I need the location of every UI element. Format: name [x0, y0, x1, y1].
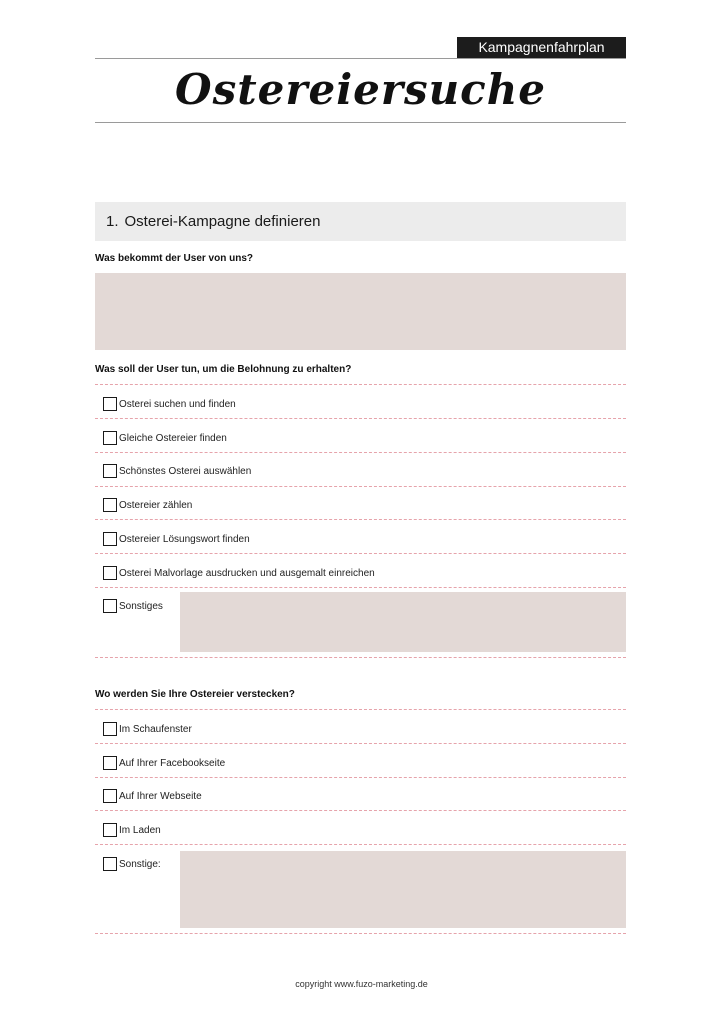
option-item[interactable]: [103, 721, 192, 737]
checkbox[interactable]: [103, 464, 117, 478]
question-user-action: Was soll der User tun, um die Belohnung zu erhalten?: [95, 364, 352, 375]
option-label: Ostereier zählen: [119, 499, 193, 511]
option-label: Sonstige:: [119, 858, 161, 870]
option-item-other[interactable]: [103, 598, 163, 614]
checkbox[interactable]: [103, 431, 117, 445]
divider-line: [95, 709, 626, 710]
option-item[interactable]: [103, 565, 375, 581]
option-item[interactable]: [103, 755, 225, 771]
checkbox[interactable]: [103, 566, 117, 580]
option-item[interactable]: [103, 788, 202, 804]
page-title: Ostereiersuche: [174, 65, 547, 114]
section-title: Osterei-Kampagne definieren: [124, 213, 321, 230]
option-label: Im Schaufenster: [119, 723, 192, 735]
option-label: Ostereier Lösungswort finden: [119, 533, 250, 545]
option-label: Osterei Malvorlage ausdrucken und ausgemalt einreichen: [119, 567, 375, 579]
option-label: Auf Ihrer Facebookseite: [119, 757, 226, 769]
question-hiding-place: Wo werden Sie Ihre Ostereier verstecken?: [95, 689, 295, 700]
divider-line: [95, 777, 626, 778]
option-label: Gleiche Ostereier finden: [119, 432, 227, 444]
checkbox[interactable]: [103, 789, 117, 803]
option-item[interactable]: [103, 822, 161, 838]
divider-line: [95, 384, 626, 385]
divider-line: [95, 657, 626, 658]
divider-line: [95, 933, 626, 934]
checkbox[interactable]: [103, 823, 117, 837]
checkbox[interactable]: [103, 599, 117, 613]
checkbox[interactable]: [103, 857, 117, 871]
divider-line: [95, 810, 626, 811]
option-label: Osterei suchen und finden: [119, 398, 236, 410]
option-label: Sonstiges: [119, 600, 163, 612]
document-category-tag: Kampagnenfahrplan: [457, 37, 626, 58]
checkbox[interactable]: [103, 756, 117, 770]
divider-line: [95, 553, 626, 554]
question-reward: Was bekommt der User von uns?: [95, 253, 253, 264]
divider-line: [95, 743, 626, 744]
divider-line: [95, 418, 626, 419]
header-bottom-rule: [95, 122, 626, 123]
checkbox[interactable]: [103, 397, 117, 411]
option-item[interactable]: [103, 531, 250, 547]
divider-line: [95, 519, 626, 520]
option-label: Im Laden: [119, 824, 161, 836]
option-item[interactable]: [103, 430, 227, 446]
option-label: Schönstes Osterei auswählen: [119, 465, 252, 477]
divider-line: [95, 486, 626, 487]
other-action-field[interactable]: [180, 592, 626, 652]
option-label: Auf Ihrer Webseite: [119, 790, 202, 802]
other-location-field[interactable]: [180, 851, 626, 928]
section-heading: [95, 202, 626, 241]
checkbox[interactable]: [103, 722, 117, 736]
divider-line: [95, 587, 626, 588]
checkbox[interactable]: [103, 498, 117, 512]
divider-line: [95, 452, 626, 453]
option-item-other[interactable]: [103, 856, 161, 872]
reward-answer-field[interactable]: [95, 273, 626, 350]
option-item[interactable]: [103, 463, 251, 479]
header-top-rule: [95, 58, 626, 59]
divider-line: [95, 844, 626, 845]
option-item[interactable]: [103, 396, 236, 412]
copyright-footer: copyright www.fuzo-marketing.de: [295, 979, 428, 989]
section-number: 1.: [106, 213, 119, 230]
option-item[interactable]: [103, 497, 192, 513]
checkbox[interactable]: [103, 532, 117, 546]
